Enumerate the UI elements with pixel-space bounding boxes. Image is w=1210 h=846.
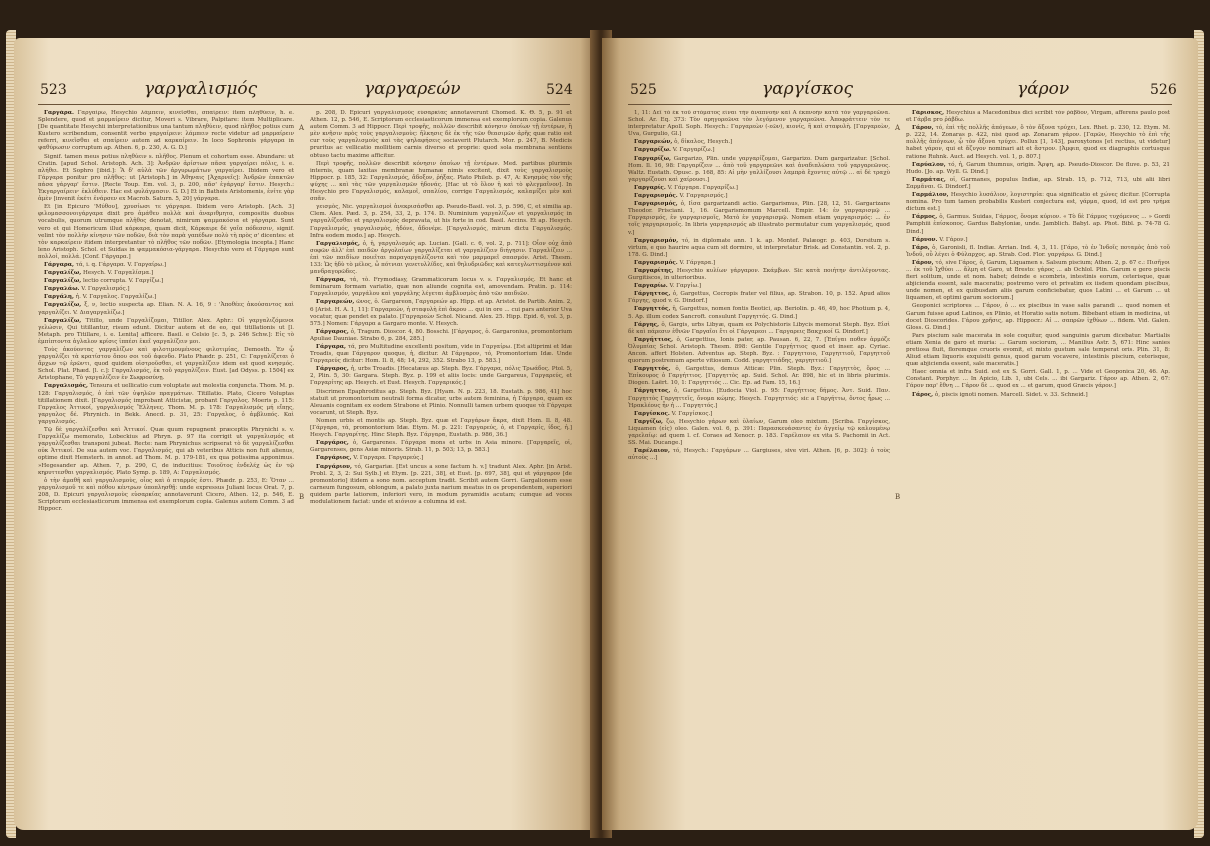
running-head-gargareon: γαργαρεών bbox=[364, 79, 461, 99]
entry-text: τό, sive Γάρος, ὁ, Garum, Liquamen s. Salsum piscium; Athen. 2, p. 67 c.: Πισῆγοι ... ἐκ τοῦ Ἰχθύοι ... ἄλμη et Garo, ut Bresto: γάρος ... ab Ochlol. Plin. Garum e gero piscis fieri solitum, unde et nom. habet; deinde e scombris, intestinis eorum, ceterisque, quæ abjicienda essent, sale maceratis; postremo vero et privatim ex iisdem quondam piscibus, unde nomen, et ex quibusdam aliis garum conficiebatur, quos Latini ... et Garum ... ut liquamen, et optimi garum sociorum.] bbox=[906, 259, 1170, 302]
entry-text: V. Γαργαρισμός.] bbox=[679, 193, 728, 200]
dictionary-entry bbox=[310, 277, 572, 298]
margin-letter-b: B bbox=[299, 493, 305, 501]
dictionary-entry bbox=[906, 333, 1170, 368]
entry-lemma: Γαρέλαιον, bbox=[634, 448, 670, 455]
entry-lemma: Γαρμάλιον, bbox=[912, 192, 949, 199]
entry-lemma: Γαργήττιος, bbox=[634, 336, 674, 343]
dictionary-entry bbox=[628, 411, 890, 418]
entry-text: Geoponici scriptores ... Γάρον, ὁ ... ex piscibus in vase salis parandi ... quod nomen et Garum fuisse apud Latinos, ex Plinio, et Horatio satis notum. Bibebant etiam in medicina, ut docet Dioscorides. Γάρου χρῆσις, ap. Hippocr.: Αἱ ... σαπρῶν ἰχθύων ... fidem. Vid. Galen. Gloss. G. Dind.] bbox=[906, 303, 1170, 331]
entry-text: τά, i. q. Γάργαρα. V. Γαργαίρω.] bbox=[75, 261, 167, 268]
dictionary-entry bbox=[38, 294, 294, 301]
entry-text: V. Γαργαρα. Γαργαρεύς.] bbox=[353, 455, 424, 462]
entry-text: ὁ, Gargettus. [Eudocia Viol. p. 95: Γαργήττιος δήμος. Ἀντ. Suid. Παν. Γαργηττὸς Γαργηττεῖς, ὄνομα κώμης. Hesych. Γαργηττιός: sic a Γαργήττω, ὄντος ἦρως ... Ἡρακλέους ἦν ἡ ... Γαργηττός.] bbox=[628, 388, 890, 409]
dictionary-entry bbox=[38, 262, 294, 269]
entry-text: ὁ, Gargettius, Ionis pater, ap. Pausan. 6, 22, 7. [Ἐπίγαι ποθεν ἀρμόζε Ὀλυμπίας Schol. Aristoph. Thesm. 898: Gentile Γαργήττιος quod et inser. ap. Cyriac. Ancon. affert Holsten. Adventus ap. Steph. Byz. : Γαργηττοιο, Γαργηττιοῦ, Γαργηττοῦ quorum postremum aperte vitiosum. Codd. γαργηττιάδης, γαργηττιοῦ.] bbox=[628, 336, 890, 365]
dictionary-entry bbox=[906, 303, 1170, 331]
dictionary-entry bbox=[38, 318, 294, 346]
entry-lemma: Γαργαρισμόν, bbox=[634, 237, 679, 244]
entry-text: ὁ, Gargettus, demus Atticæ: Plin. Steph. Byz.: Γαργηττὸς, ὄρος ... Ἐπίκουρος ὁ Γαργήττιος. [Γαργηττὸς ap. Suid. Schol. Ar. 898, hic et in libris plurimis. Diogen. Laërt. 10, 1: Γαργηττιός ... Cic. Ep. ad Fam. 15, 16.] bbox=[628, 366, 890, 387]
entry-lemma: Γαργαλίζω, bbox=[44, 302, 82, 309]
entry-lemma: Γαργάρα. bbox=[44, 110, 74, 116]
entry-lemma: Γάργαρα, bbox=[316, 277, 346, 284]
header-rule bbox=[38, 104, 570, 105]
dictionary-entry bbox=[628, 283, 890, 290]
dictionary-entry bbox=[628, 306, 890, 320]
entry-lemma: Γάργηττος, bbox=[634, 291, 671, 298]
entry-text: V. Γαργαρίζω.] bbox=[672, 147, 715, 154]
entry-text: ὁ, piscis ignoti nomen. Marcell. Sidet. v. 33. Schneid.] bbox=[934, 391, 1088, 398]
entry-text: τό, Hesych.: Γαργάρων ... Gargiuses, sive viri. Athen. [6, p. 302]: ὁ τοὺς αὐτοὺς ...] bbox=[628, 448, 890, 462]
entry-text: ἡ. V. Γαργαλος. Γαργαλίζω.] bbox=[75, 294, 157, 301]
dictionary-entry bbox=[38, 278, 294, 285]
entry-text: τό, in diplomate ann. 1 k. ap. Montef. Palæogr. p. 403, Dorsitum s. virtum, e quo haurire aqua cum sit dormire, ut interpretatur Brisk. ad Constantin. vol. 2, p. 178. G. Dind.] bbox=[628, 237, 890, 258]
entry-text: ξ, ν, lectio suspecta ap. Elian. N. A. 16, 9 : 'Ἀποθέες ἀκούσαντος καὶ γαργαλίζει. V. Διαγαργαλίζω.] bbox=[38, 302, 294, 316]
dictionary-entry bbox=[906, 369, 1170, 390]
dictionary-entry bbox=[906, 110, 1170, 124]
running-head-gargiskos: γαργίσκος bbox=[762, 79, 853, 99]
entry-lemma: Γαρύαλον, bbox=[912, 161, 946, 168]
entry-lemma: Γαργαλίζω, bbox=[44, 278, 82, 285]
entry-lemma: Γαργάριος, bbox=[316, 455, 352, 462]
entry-text: ὁ, ἡ, γαργαλισμός ap. Lucian. [Gall. c. 6, vol. 2, p. 711]: Οἷον οὐχ ἀπὸ σοφῶν ἀλλ' ἐπὶ παιδῶν ἀργολαίων γαργαλίζεται et γαργαλίζειν διήγησιν. Γαργαλίζειν ... ἐπὶ τῶν παιδίων ποιεῖται παραγαργαλίζοντα καὶ τὸν μαρμαρεῖ σπασμόν. Arist. Thesm. 133: Ὡς ἡδὺ τὸ μέλος, ὦ πότνιαι γενετυλλίδες, καὶ θηλυδριῶδες καὶ κατεγλωττισμένον καὶ μανδραγορῶδες. bbox=[310, 240, 572, 276]
dictionary-entry bbox=[628, 337, 890, 365]
entry-lemma: Γαργαλάω. bbox=[44, 286, 80, 293]
entry-text: ῶνος, ὁ. Gargareon, Γαργαρεών ap. Hipp. et ap. Aristot. de Partib. Anim. 2, 6 [Arist. H. A. 1, 11]: Γαργαρεών, ἡ σταφυλὴ ἐπὶ ἄκρου ... qui in ore ... cui pars anterior Uva vocatur, quæ pendet ex palato. [Γαργαρεὼν Schol. Nicand. Alex. 25. Hipp. Epid. 6, vol. 3, p. 575.] Nomen: Γάργαρα a Gargaro monte. V. Hesych. bbox=[310, 299, 572, 327]
dictionary-entry bbox=[906, 125, 1170, 160]
entry-lemma: Γάργαρα, bbox=[44, 261, 74, 268]
dictionary-entry bbox=[310, 366, 572, 387]
dictionary-entry bbox=[38, 302, 294, 316]
entry-text: τό, Gargariæ. [Est uncus a sone factum h. v.] tradunt Alex. Aphr. [in Arist. Probl. 2, 3, 2: Sui Sylb.] et Etym. [p. 221, 38], et Eust. [p. 697, 38], qui et γάργαρον [de promontorio] itidem a sono nom. acceptum tradit. Scribit autem Gorri. Gargalionem esse carneum fungosum, oblongum, a palato juxta narium meatus in os propendentem, superiori quidem parte latiorem, inferiori vero, in modum pyramidis acutam; cumque ad voces modulationem faciat: unde et κιόνιον a columna id est. bbox=[310, 463, 572, 505]
right-page-column-1 bbox=[628, 110, 890, 822]
dictionary-entry bbox=[310, 241, 572, 276]
dictionary-entry bbox=[310, 418, 572, 439]
dictionary-entry bbox=[310, 389, 572, 417]
right-page-header bbox=[602, 79, 1198, 102]
entry-text: Nomen urbis et montis ap. Steph. Byz. quæ et Γαργάρων ἄκρα, dixit Hom. Il. 8, 48. [Γάργαρα, τά, promontorium Idæ. Etym. Μ. p. 221: Γαργαρεύς, ὁ, et Γαργαρίς, ίδος, ἡ.] Hesych. Γαργαρίτης. Hinc Steph. Byz. Γάργαρα, Eustath. p. 986, 36.] bbox=[310, 417, 572, 439]
entry-text: ὁ, δίκαλος, Hesych.] bbox=[674, 139, 733, 146]
entry-lemma: Γαργαλισμός, bbox=[316, 240, 360, 247]
dictionary-entry bbox=[906, 392, 1170, 399]
entry-lemma: Γάργαρος, bbox=[316, 328, 349, 335]
dictionary-entry bbox=[906, 162, 1170, 176]
entry-text: 1, 11: Δεῖ τὸ ἐκ τοῦ στόματος εἶναι τὴν ἀναπνοὴν καὶ Α ἐκπνοήν κατὰ τὸν γαργαρεῶνα. Schol. Ar. Eq. 373: Τὸν αρηγορεῶνα τὸν λεγόμενον γαργαρεῶνα. Ἀποφράττειν τὸν τε interpretatur Apoll. Soph. Hesych.: Γαργαρεὼν (-εῶν), κιονίς, ἢ καὶ σταφυλὴ. [Γαργαρεὼν, Uva, Gurgulio, Gl.] bbox=[628, 110, 890, 138]
entry-text: τό, ἐπὶ τῆς πολλῆς ἀπόγεων, ὅ τὸν ἄξονα τρύχει, Lex. Rhet. p. 230, 12. Etym. M. p. 222, 14. Zonaras p. 422, nisi quod ap. Zonaram γάρον. [Γαρῶν, Hesychio τὸ ἐπὶ τῆς πολλῆς ἀπόγεων, ᾧ τὸν ἄξονα τρύχει. Pollux [1, 143], paroxytonos [et rectius, ut videtur] habet γάρον, qui et ἄζυγον nominari ait et ἄστρον. [Ἀμφιπ, quod ex diagraphis cortusque ratione Ruhnk. Auct. ad Hesych. vol. 1, p. 807.] bbox=[906, 125, 1170, 160]
entry-text: τά, τὸ. Frymodiasy, Grammaticorum locus v. s. Γαργαλισμός. Et hanc et feminarum formam variatio, quæ non aliunde cognita est, amovendam. Pratin. p. 114: Γαργαλισμόν, γαργάλου καὶ γαργάλης λέγεται ἀμβλυσμὸς ἀπὸ τῶν παιδιῶν. bbox=[310, 277, 572, 298]
entry-text: ὁ, Gargis, urbs Libyæ, quam ex Polychistoris Libycis memorat Steph. Byz. Eἰσὶ δὲ καὶ πάρεσιν ἐθνῶν Γαργαῖοι ἔτι οἱ Γάργαρεοι ... Γαργαρεις Βακχικοί G. Dindorf.] bbox=[628, 321, 890, 335]
entry-text: Discrimen Epaphroditus ap. Steph. Byz. [Hyam. N. p. 223, 18. Eustath. p. 986, 41] hoc statuit ut promontorium neutrali forma dicatur, urbs autem feminina, ἡ Γάργαρα, quam ex Aleuanis cognitam ex eodem Strabone et Plinio. Nonnulli tamen urbem quoque τὰ Γάργαρα vocarunt, ut Steph. Byz. bbox=[310, 388, 572, 416]
dictionary-entry bbox=[628, 156, 890, 184]
entry-lemma: Γαργαλισμός, bbox=[44, 383, 88, 390]
left-page-column-2 bbox=[310, 110, 572, 822]
entry-text: lectio corrupta. V. Γαργίζω.] bbox=[83, 278, 164, 285]
left-page-header bbox=[14, 79, 598, 102]
dictionary-entry bbox=[628, 388, 890, 409]
entry-text: ὁ, Garonisli, fl. Indiæ. Arrian. Ind. 4, 3, 11. [Γάρο, τὸ ἐν Ἰνδοῖς ποταμὸς ἀπὸ τοῦ Ἰνδοῦ, οὗ λέγει ὁ Φύλαρχος. ap. Strab. Cod. Flor. γαργάρω. G. Dind.] bbox=[906, 244, 1170, 258]
entry-text: ὁ, Gargarenes. Γάργαρα mons et urbs in Asia minore. [Γαργαρεῖς, οἱ, Gargarenses, gens Asiæ minoris. Strab. 11, p. 503; 13, p. 583.] bbox=[310, 440, 572, 454]
dictionary-entry bbox=[628, 139, 890, 146]
entry-text: Signif. tamen meus potius πληθύειν s. πλῆθος. Plenum et cohortum esse. Abundare: ut Cratin. [apud Schol. Aristoph. Ach. 3]: Ἀνδρῶν ἀρίστων πᾶσα γαργαίρει πόλις, i. e. πλήθει. Et Sophro [ibid.]: Ἃ δ' αὐλὰ τῶν ἀργυρωμάτων γαργαίρει. Ibidem vero et Γάργαρα ponitur pro πλῆθος: ut [Aristoph.] in Ἀθηναις [Ἀχαρνεῖς]: Ἀνδρῶν ἐπακτῶν πάσα γάργαρ' ἔστιν. [Recte Toup. Em. vol. 3, p. 200, πᾶσ' ἐγάργαρ' ἔστιν. Hesych.: Ἐκγαργαίρειν· ἐκλύθειν. Hac est φυλάγμασιν. G. D.] Et in Batheis Aristomenis, ἐνίτε γὰρ ἀμὲν [invenit ἐκέτι ἐνάρσεν ex Macrob. Saturn. 5, 20] γάργαρα. bbox=[38, 153, 294, 203]
dictionary-entry bbox=[310, 161, 572, 204]
dictionary-entry bbox=[628, 147, 890, 154]
entry-lemma: Γαργαρίω. bbox=[634, 283, 668, 290]
entry-text: ὁ, Gargettus, Cecropis frater vel filius, ap. Strabon. 10, p. 152. Apud alios Γάργης, quod v. G. Dindorf.] bbox=[628, 291, 890, 305]
dictionary-entry bbox=[310, 464, 572, 507]
dictionary-entry bbox=[628, 193, 890, 200]
entry-lemma: Γαργίσκος. bbox=[634, 410, 670, 417]
dictionary-entry bbox=[628, 322, 890, 336]
entry-lemma: Γαργαρισμός, bbox=[634, 201, 678, 208]
entry-text: Τῷ δὲ γαργαλίζεσθαι καὶ Ἀττικοί. Quæ quum repugnent præceptis Phrynichi s. v. Γαργαλίζω memorato, Lobeckius ad Phryn. p. 97 ita corrigit ut γαργαλισμός et γαργαλίζεσθαι transponi jubeat. Recte: nam Phrynichus scripserat τὸ δὲ γαργαλίζεσθαι οὐκ Ἀττικοί. De sua autem voc. Γαργαλισμός, qui ab veteribus Atticis non fuit alienus, optime dixit Hemsterh. in annot. ad Thom. M. p. 179-181, ex qua potissima apponimus. »Hegesander ap. Athen. 7, p. 290, C, de inducitius: Τοιοῦτος ἐνδελέχ ὡς ἐν τῷ κηρυττεσθαι γαργαλισμός. Plato Symp. p. 189, A: Γαργαλισμός. bbox=[38, 427, 294, 476]
entry-lemma: Γαργαλίζω, bbox=[44, 270, 82, 277]
dictionary-entry bbox=[310, 455, 572, 462]
entry-lemma: Γάρο, bbox=[912, 244, 930, 251]
entry-text: ὁ τὴν ἀμαθῆ καὶ γαργαλισμοὺς, οἷος καὶ ὁ πταρμός ἐστι. Phædr. p. 253, E: Ὅταν ... γαργαλισμοῦ τε καὶ πόθου κέντρων ὑποπλησθῇ: unde expressus Juliani locus Orat. 7, p. 208, D. Epicuri γαργαλισμοὺς εὐσαρκίας annotaverunt Cicero, Athen. 12, p. 546, E. Scriptorum ecclesiasticorum immensa est exemplorum copia. Galenus autem Comm. 3 ad Hippocr. bbox=[38, 477, 294, 513]
entry-lemma: Γαργαρισμός. bbox=[634, 259, 678, 266]
entry-lemma: Γάργηττος, bbox=[634, 388, 671, 395]
dictionary-entry bbox=[628, 185, 890, 192]
dictionary-entry bbox=[38, 270, 294, 277]
entry-lemma: Γάργαρα, bbox=[316, 344, 346, 350]
page-number-523: 523 bbox=[40, 82, 67, 98]
entry-text: Hesychio λυσάλιον, λογιστηρία: qua significatio et χώνες dicitur. [Corrupta nomina. Pro tum tamen probabilis Kusteri conjectura est, γάρμα, quod, id est pro τρήμα dictum est.] bbox=[906, 192, 1170, 213]
margin-letter-b: B bbox=[895, 493, 901, 501]
dictionary-entry bbox=[628, 260, 890, 267]
entry-text: τό, ἡ, Garum thumnus, origin. Ἄρψη, ap. Pseudo-Dioscor. De fluve. p. 53, 21 Hudo. [Jo. ap. Wyll. G. Dind.] bbox=[906, 161, 1170, 175]
dictionary-entry bbox=[906, 214, 1170, 235]
left-page bbox=[14, 38, 598, 830]
dictionary-entry bbox=[310, 344, 572, 365]
dictionary-entry bbox=[38, 478, 294, 513]
entry-lemma: Γάρον, bbox=[912, 125, 934, 132]
entry-text: p. 208, D. Epicuri γαργαλισμοὺς εὐσαρκίας annotaverunt Chomed. K. Θ. 5, p. 91 et Athen. 12, p. 546, E. Scriptorum ecclesiasticorum immensa est exemplorum copia. Galenus autem Comm. 3 ad Hippocr. Περὶ τροφῆς, πολλῶν describit κόνησιν ὁποίων τῇ ἐντέρων, ἢ μὲν κνῆσιν πρὸς τοὺς γαργαλισμοὺς: ἤλκησις δὲ ἐκ τῆς τῶν θεασιμῶν ἀρῆς quæ ratio est cur τοὺς γαργαλισμοὺς καὶ τὰς ψηλαφήσεις sociaverit Plutarch. Mor. p. 247, B. Medicis pruritus ac vellicatio mollitiem carnis diverso et proprie: quod sola membrana sentiens obtuso tactu maxime afficitur. bbox=[310, 110, 572, 159]
dictionary-entry bbox=[906, 192, 1170, 213]
dictionary-entry bbox=[38, 427, 294, 477]
entry-lemma: Γαργαρίς. bbox=[634, 184, 666, 191]
entry-lemma: Γαργαρίζω. bbox=[634, 147, 672, 154]
entry-text: V. Γάρον.] bbox=[939, 236, 968, 243]
entry-text: ὁ, Garmus. Suidas, Γάρμος, ὄνομα κύριον. « Τὸ δὲ Γάρμος τυχόμενος ... » Gordi Pamphiii ἐπίσκοπος. Gardus Babyloniæ, unde. Jamblich. Babyl. ap. Phot. Bibl. p. 74-78 G. Dind.] bbox=[906, 214, 1170, 235]
entry-text: ὁ, Iἰσα gargarizandi actio. Gargarismus, Plin. [28, 12, 51. Gargarizans Theodor. Prisciani. 1, 16. Gargarismomum Marcell. Empir. 14: ἐν γαργαρισμῷ ... Γαργαρισμός, ἐν γαργαρισμοῖς, Ματὸ ἐν γαργαρισμῷ. Nomen etiam γαργαρισμός: ... ἐν τοῖς γαργαρισμοῖς. In libris γαργαρισμός ab illustrato permutatur cum γαργαλισμός, quod v.] bbox=[628, 201, 890, 236]
entry-text: Haec omnia et infra Suid. est ex S. Gorri. Gall. 1, p. ... Vide et Geoponica 20, 46. Ap. Constant. Porphyr. ... In Apicio, Lib. 1, ubi Cels. ... ibi Gargariz. Γάρον ap. Athen. 2, 67: Γάρον παρ' ἔθνη ... Γάρον δὲ ... quod ex ... et garum, quod Græcis γάρον.] bbox=[906, 369, 1170, 390]
dictionary-entry bbox=[628, 110, 890, 138]
entry-lemma: Γαργαρεών, bbox=[634, 139, 673, 146]
entry-lemma: Γάργαρος, bbox=[316, 366, 349, 373]
entry-text: ζω, Hesychio γάρων καὶ ὑλαίων, Garum oleo mixtum. [Scriba. Γαργίσκος, Liquamen (εἰς) oleo. Galen. vol. 6, p. 391: Παρασκευάσαντες ἐν ἀγγείῳ τῷ καλουμένῳ γαρελαίῳ: ad quem l. cf. Coraes ad Xenocr. p. 183. Γαρέλαιον ex vita S. Pachomii in Act. SS. Mai. Ducange.] bbox=[628, 418, 890, 447]
entry-lemma: Γαργαλίζω, bbox=[44, 317, 82, 324]
entry-lemma: Γάργης, bbox=[634, 321, 660, 328]
dictionary-entry bbox=[38, 383, 294, 426]
entry-lemma: Γαργηττός, bbox=[634, 306, 671, 313]
dictionary-entry bbox=[628, 201, 890, 236]
entry-text: γεισμὸς, Nic. γαργαλισμοὶ ἀνεκρισάσθαι ap. Pseudo-Basil. vol. 3, p. 596, C, et similia ap. Clem. Alex. Pæd. 3, p. 254, 33, 2, p. 174. D. Numinium γαργαλίζων et γαργαλισμός in γαργαλίζεσθαι et γαργαλισμός depravata, ut his forte in cod. Basil. Accins. Et ap. Hesych. Γαργαλισμός, γαργαλισμὸς, ἠδόνε, ἄδονέρε. [Γαργαλισμός, mirum dictu Γαργαλισμός. Infra eodem modo.] ap. Hesych. bbox=[310, 204, 572, 239]
running-head-gargalismos: γαργαλισμός bbox=[144, 79, 258, 99]
dictionary-entry bbox=[38, 204, 294, 261]
entry-text: Tensura et uellicatio cum voluptate aut molestia conjuncta. Thom. M. p. 128: Γαργαλισμός, ὁ ἐπὶ τῶν ὑψηλῶν πραγμάτων. Titillatio. Plato, Cicero Voluptas titillationem dixit. [Γαργαλισμός improbant Atticistæ, probant Γαργαλος. Moeris p. 115: Γαργαλος Ἀττικοί, γαργαλισμός Ἕλληνες. Thom. M. p. 178: Γαργαλισμός μή εἴπῃς, γαργαλος δέ. Phrynich. in Bekk. Anecd. p. 31, 25: Γαργαλος, ὁ ἀμβλυπός. Καὶ γαργαλισμός. bbox=[38, 383, 294, 425]
entry-lemma: Γαργαρίτης, bbox=[634, 267, 674, 274]
dictionary-entry bbox=[310, 204, 572, 239]
dictionary-entry bbox=[310, 110, 572, 160]
entry-text: Hesychius a Macedonibus dici scribit τὸν ῥάβδον, Virgam, afferens paulo post et Γάρβα pro ῥάβδω. bbox=[906, 110, 1170, 124]
dictionary-entry bbox=[38, 154, 294, 204]
margin-letter-a: A bbox=[299, 124, 305, 132]
page-number-526: 526 bbox=[1150, 82, 1177, 98]
entry-lemma: Γάρισκος, bbox=[912, 110, 945, 116]
dictionary-entry bbox=[310, 440, 572, 454]
entry-text: V. Γάργαρα.] bbox=[679, 259, 716, 266]
page-number-524: 524 bbox=[546, 82, 573, 98]
entry-text: Pars piscium sale macerata in sole coquitur, quod sanguinis garum dicebatur. Martialis etiam Xenia de garo et muria: ... Garum sociorum, ... Manilius Astr. 5, 671: Hinc sanies pretiosa fluit, floremque cruoris evomit, et mixto gustum sale temperat oris. Plin. 31, 8: Aliud etiam liquoris exquisiti genus, quod garum vocavere, intestinis piscium, ceterisque, quæ abjicienda essent, sale maceratis.] bbox=[906, 332, 1170, 368]
dictionary-entry bbox=[38, 286, 294, 293]
dictionary-entry bbox=[310, 299, 572, 327]
entry-lemma: Γαργάλη, bbox=[44, 294, 74, 301]
entry-lemma: Γαργάρος, bbox=[316, 440, 349, 447]
dictionary-entry bbox=[38, 347, 294, 382]
entry-lemma: Γαργαρίζω, bbox=[634, 155, 672, 162]
entry-text: Gargarizo, Plin. unde γαργαρίζομαι, Gargarizo. Dum gargarizatur. [Schol. Hom. Il. 16, 98: Γαργαρίζειν ... ἀπὸ τοῦ γαργαρεῶνι καὶ ἀναδιπλώσει τοῦ γαργαρεῶνος. Waltz. Eustath. Opusc. p. 168, 85: Αἱ μὴν γαλλίζουσι λαμπρὰ ἔχοντες αὐτῷ ... αἱ δὲ τραχὺ γαργαρίζουσι καὶ χαίρουσι.] bbox=[628, 155, 890, 183]
entry-text: Περὶ τροφῆς, πολλῶν describit κόνησιν ὁποίων τῇ ἐντέρων. Med. partibus plurimis internis, quam laxitas membranæ humanæ nimis excitent, dixit τοὺς γαργαλισμοὺς Hippocr. p. 185, 32: Γαργαλισμός, ἄδοξον, ῥήξας. Plato Phileb. p. 47, A: Κνησμὸς τὸν τῆς ψύχης ... καὶ τὰς τῶν γαργαλισμῶν ἡδονάς. [Hac ut τὸ ὅλον ἡ καὶ τὸ φλεγμαῖνον]. In Hesychio pro Γαργαλισμός, καλαμοῖ, σπαλίου, corrige Γαργαλισμός, καλαμίζει μὲν καὶ σπᾶν. bbox=[310, 160, 572, 203]
dictionary-entry bbox=[906, 245, 1170, 259]
margin-letter-a: A bbox=[895, 124, 901, 132]
left-page-column-1 bbox=[38, 110, 294, 822]
entry-text: οἱ, Garmanes, populus Indiæ, ap. Strab. 15, p. 712, 713, ubi alii libri Σαρμᾶναι. G. Dindorf.] bbox=[906, 176, 1170, 190]
entry-text: V. Γαργίσκος.] bbox=[671, 410, 713, 417]
entry-text: Hesych. V. Γαργαλίσμα.] bbox=[83, 270, 154, 277]
dictionary-entry bbox=[38, 110, 294, 153]
entry-text: ἡ, urbs Troadis. [Hecatæus ap. Steph. Byz. Γάργαρα, πόλις Τρωάδος. Ptol. 5, 2, Plin. 5, 30: Gargara. Steph. Byz. p. 199 et aliis locis: unde Gargareus, Γαργαρεύς, et Γαργαρίτης ap. Hesych. et Eust. Hesych. Γαργαρικός.] bbox=[310, 366, 572, 387]
entry-lemma: Γαργαρεών, bbox=[316, 299, 355, 306]
right-page-column-2 bbox=[906, 110, 1170, 822]
entry-text: Et [in Epicuro 'Μύθου], χρυσίωσι τε γάργαρα. Ibidem vero Aristoph. [Ach. 3] φιλομασσονοιγάργαρα dixit pro ἀμάθευ πολλὰ καὶ ἀναριθμητα, compositis duobus vocabulis, quorum utrumque πλῆθος denotat, nimirum ψαμμακόσια et γάργαρα. Sunt vero et qui Homericum illud κάρκαρα, quam dicit, Κάρκαιρε δὲ γαῖα πόδεσσιν, signif. velint τὸν πολλὴν κίνησιν τῶν ποδῶν, διὰ τὸν παρὰ γαπέδων πολὺ τὴ πρὸς σ' dicentes: et τὸν καρκαίρειν itidem interpretantur τὸ πλῆθος τῶν ποδῶν. [Etymologia incepta.] Hanc leno Aristoph. Schol. et Suidas in ψαμμακόσια-γάργαρα. Hesychio vero et Γάργαρα sunt πολλοί, πολλά. [Conf. Γάργαρα.] bbox=[38, 204, 294, 260]
dictionary-entry bbox=[628, 291, 890, 305]
entry-text: ὁ, Tragum. Dioscor. 4, 80. Bosschi. [Γάργαρος, ὁ. Gargaronius, promontorium Apuliae Dauniae. Strabo 6, p. 284, 285.] bbox=[310, 328, 572, 342]
entry-text: Hesychio κυλίων γάργαρον. Σκάμβων. Sic κατὰ ποιήτην ἀντιλέγοντας. Gurgitiscos, in ulterioribus. bbox=[628, 267, 890, 282]
entry-lemma: Γάρμος, bbox=[912, 214, 938, 221]
entry-text: Titillo, unde Γαργαλίζομαι, Titillor. Alex. Aphr.: Οἱ γαργαλιζόμενοι γελώσιν, Qui titillantur, risum edunt. Dicitur autem et de eo, qui titillationis ut [l. Metaph. pro Titillare, i. e. Lenita] afficere. Basil. e Celsio [c. 5, p. 246 Schw.]: Εἰς τὸ ἐμπίπτοντα ἀγλαλον κρίσις ἱππέσι ἐκεῖ γαργαλίζειν μοι. bbox=[38, 317, 294, 345]
entry-text: Γαργαίρω, Hesychio λάμπειν, κινεῖσθαι, σπαίρειν: item πληθύειν, h. e. Splendere, quod et μαρμαίρειν dicitur, Moveri s. Vibrare, Palpitare: item Multiplicare. [De quantitate Hesychii interpretationibus una tantum πληθύειν, quod πλῆθος potius cum Kustero scribendum, consentit verbo γαργαίρειν: λάμπειν recte videtur ad μαρμαίρειν referri, κινεῖσθαι et σπαίρειν autem ad καρκαίρειν. In loco Sophronis γάργαρα in ψαθύρωσιν corruptum ap. Athen. 6, p. 230, A. G. D.] bbox=[38, 110, 294, 152]
right-page bbox=[602, 38, 1198, 830]
entry-text: V. Γαργαλισμός.] bbox=[81, 286, 130, 293]
dictionary-entry bbox=[628, 419, 890, 447]
dictionary-entry bbox=[906, 260, 1170, 303]
entry-lemma: Γαργίζω, bbox=[634, 418, 663, 425]
dictionary-entry bbox=[906, 177, 1170, 191]
entry-text: V. Γάργαρα. Γαργαρίζω.] bbox=[667, 184, 738, 191]
entry-lemma: Γαρμάτας, bbox=[912, 176, 946, 183]
entry-lemma: Γαργαρισμός. bbox=[634, 193, 678, 200]
page-number-525: 525 bbox=[630, 82, 657, 98]
entry-text: Τοὺς ἀκούοντας γαργαλίζων καὶ φιλοτιμουμένους φιλοτιμίας, Demosth. Ἐν ᾧ γαργαλίζει τὰ κρατίστου ὅπου σοι τοῦ ἀφενδο. Plato Phædr. p. 251, C: Γαργαλίζεται ὁ ἄρχων τῷ ἐρῶντι, quod quidem οἰστροῦσθαι, et γαργαλίζειν idem est quod κνησμός. Schol. Plat. Phæd. [l. c.]: Γαργαλισμός, ἐκ τοῦ γαργαλίζειν. Eust. [ad Odyss. p. 1504] ex Aristophane, Τὸ γαργαλίζειν ἐν Σωφροσύνῃ. bbox=[38, 347, 294, 382]
dictionary-entry bbox=[628, 366, 890, 387]
entry-lemma: Γάρος, bbox=[912, 391, 934, 398]
dictionary-entry bbox=[310, 329, 572, 343]
entry-lemma: Γαργάριον, bbox=[316, 463, 352, 470]
running-head-garon: γάρον bbox=[1017, 79, 1070, 99]
entry-lemma: Γάρον, bbox=[912, 259, 934, 266]
header-rule bbox=[628, 104, 1172, 105]
dictionary-entry bbox=[628, 268, 890, 282]
entry-text: ἡ, Gargettus, nomen fontis Beotici, ap. Beriolin. p. 46, 49, hoc Photium p. 4, 5. Ap. illum codex Sancroft. consulunt Γαργηττός. G. Dind.] bbox=[628, 306, 890, 320]
dictionary-entry bbox=[628, 448, 890, 462]
dictionary-entry bbox=[906, 237, 1170, 244]
entry-lemma: Γαργηττός, bbox=[634, 366, 671, 373]
dictionary-entry bbox=[628, 238, 890, 259]
entry-text: τά, pro Multitudine excellenti positum, vide in Γαργαίρω. [Est altiprimi et Idæ Troadis, quæ Γάργαρον quoque, ἡ, dicitur. At Γάργαρον, τό, Promontorium Idæ. Unde Γαργαρεύς dicitur: Hom. Il. 8, 48; 14, 292, 352. Strabo 13, p. 583.] bbox=[310, 344, 572, 365]
entry-lemma: Γάρνον. bbox=[912, 236, 938, 243]
entry-text: V. Γαργίω.] bbox=[669, 283, 702, 290]
